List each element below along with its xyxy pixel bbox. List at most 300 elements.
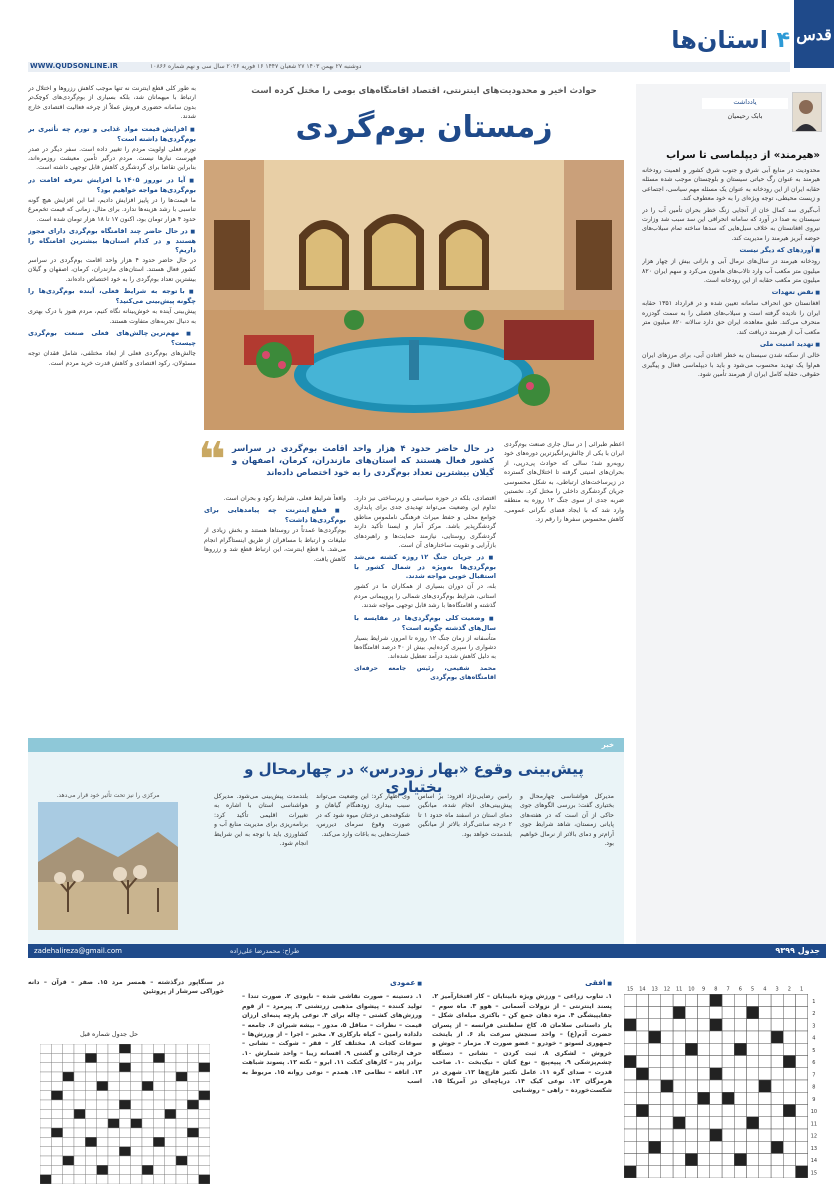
crossword-cell[interactable] bbox=[673, 1056, 685, 1068]
crossword-cell[interactable] bbox=[649, 1092, 661, 1104]
crossword-cell[interactable] bbox=[747, 1141, 759, 1153]
solution-cell bbox=[199, 1137, 210, 1146]
crossword-cell[interactable] bbox=[661, 1092, 673, 1104]
crossword-cell[interactable] bbox=[734, 1141, 746, 1153]
crossword-cell[interactable] bbox=[710, 1031, 722, 1043]
solution-block bbox=[108, 1119, 119, 1128]
solution-cell bbox=[131, 1081, 142, 1090]
crossword-cell[interactable] bbox=[759, 1105, 771, 1117]
col-number: 15 bbox=[626, 986, 634, 993]
solution-cell bbox=[63, 1175, 74, 1184]
crossword-cell[interactable] bbox=[771, 1092, 783, 1104]
crossword-cell[interactable] bbox=[722, 1043, 734, 1055]
crossword-cell[interactable] bbox=[636, 1056, 648, 1068]
crossword-cell[interactable] bbox=[698, 994, 710, 1006]
crossword-cell[interactable] bbox=[710, 1117, 722, 1129]
crossword-cell[interactable] bbox=[747, 1105, 759, 1117]
solution-cell bbox=[74, 1128, 85, 1137]
crossword-cell[interactable] bbox=[796, 1019, 808, 1031]
crossword-cell[interactable] bbox=[734, 1056, 746, 1068]
solution-cell bbox=[63, 1044, 74, 1053]
crossword-cell[interactable] bbox=[636, 1031, 648, 1043]
crossword-cell[interactable] bbox=[734, 1080, 746, 1092]
crossword-cell[interactable] bbox=[624, 1007, 636, 1019]
crossword-cell[interactable] bbox=[673, 1092, 685, 1104]
solution-cell bbox=[142, 1156, 153, 1165]
solution-cell bbox=[40, 1137, 51, 1146]
crossword-cell[interactable] bbox=[649, 1080, 661, 1092]
crossword-cell[interactable] bbox=[722, 1166, 734, 1178]
crossword-cell[interactable] bbox=[649, 1166, 661, 1178]
solution-block bbox=[40, 1175, 51, 1184]
solution-cell bbox=[119, 1175, 130, 1184]
interview-caption: محمد شفیعی، رئیس جامعه حرفه‌ای اقامتگاه‌های بوم‌گردی bbox=[354, 664, 496, 682]
solution-block bbox=[85, 1137, 96, 1146]
crossword-cell[interactable] bbox=[783, 1117, 795, 1129]
crossword-cell[interactable] bbox=[722, 1141, 734, 1153]
crossword-cell[interactable] bbox=[636, 1141, 648, 1153]
crossword-cell[interactable] bbox=[747, 1166, 759, 1178]
crossword-cell[interactable] bbox=[771, 1019, 783, 1031]
solution-block bbox=[199, 1175, 210, 1184]
crossword-cell[interactable] bbox=[710, 1154, 722, 1166]
crossword-cell[interactable] bbox=[796, 1056, 808, 1068]
row-number: 6 bbox=[812, 1060, 816, 1067]
row-number: 3 bbox=[812, 1023, 816, 1030]
crossword-cell[interactable] bbox=[759, 1154, 771, 1166]
crossword-cell[interactable] bbox=[673, 1141, 685, 1153]
crossword-cell[interactable] bbox=[636, 1080, 648, 1092]
crossword-cell[interactable] bbox=[734, 1092, 746, 1104]
crossword-cell[interactable] bbox=[649, 1105, 661, 1117]
crossword-cell[interactable] bbox=[685, 1105, 697, 1117]
crossword-block bbox=[796, 1166, 808, 1178]
crossword-cell[interactable] bbox=[734, 1117, 746, 1129]
crossword-cell[interactable] bbox=[722, 1105, 734, 1117]
crossword-cell[interactable] bbox=[636, 1092, 648, 1104]
crossword-cell[interactable] bbox=[636, 1007, 648, 1019]
crossword-cell[interactable] bbox=[685, 1117, 697, 1129]
crossword-cell[interactable] bbox=[796, 1092, 808, 1104]
crossword-cell[interactable] bbox=[771, 1166, 783, 1178]
crossword-cell[interactable] bbox=[710, 1043, 722, 1055]
crossword-cell[interactable] bbox=[685, 1056, 697, 1068]
news-body bbox=[214, 792, 614, 932]
crossword-cell[interactable] bbox=[783, 1092, 795, 1104]
crossword-cell[interactable] bbox=[685, 1007, 697, 1019]
crossword-cell[interactable] bbox=[661, 1166, 673, 1178]
crossword-cell[interactable] bbox=[685, 1166, 697, 1178]
crossword-cell[interactable] bbox=[649, 1043, 661, 1055]
article-paragraph: متأسفانه از زمان جنگ ۱۲ روزه تا امروز، شرایط بسیار دشواری را سپری کرده‌ایم. بیش از ۴۰ درصد اقامتگاه‌ها به دلیل کاهش شدید درآمد تعطیل شده‌اند. bbox=[354, 634, 496, 661]
crossword-block bbox=[624, 1056, 636, 1068]
crossword-cell[interactable] bbox=[783, 1031, 795, 1043]
crossword-cell[interactable] bbox=[698, 1056, 710, 1068]
crossword-cell[interactable] bbox=[649, 1129, 661, 1141]
crossword-cell[interactable] bbox=[624, 1031, 636, 1043]
solution-cell bbox=[97, 1137, 108, 1146]
site-url-link[interactable]: WWW.QUDSONLINE.IR bbox=[30, 62, 118, 70]
solution-cell bbox=[176, 1119, 187, 1128]
crossword-cell[interactable] bbox=[759, 1166, 771, 1178]
crossword-cell[interactable] bbox=[710, 1007, 722, 1019]
crossword-cell[interactable] bbox=[649, 1154, 661, 1166]
crossword-cell[interactable] bbox=[649, 1056, 661, 1068]
crossword-cell[interactable] bbox=[722, 1019, 734, 1031]
crossword-cell[interactable] bbox=[722, 1056, 734, 1068]
crossword-cell[interactable] bbox=[722, 1129, 734, 1141]
solution-cell bbox=[153, 1072, 164, 1081]
solution-cell bbox=[63, 1147, 74, 1156]
crossword-cell[interactable] bbox=[624, 1068, 636, 1080]
crossword-block bbox=[649, 1141, 661, 1153]
solution-block bbox=[187, 1128, 198, 1137]
crossword-cell[interactable] bbox=[783, 1007, 795, 1019]
crossword-cell[interactable] bbox=[698, 1019, 710, 1031]
crossword-cell[interactable] bbox=[698, 1043, 710, 1055]
crossword-cell[interactable] bbox=[747, 1056, 759, 1068]
crossword-cell[interactable] bbox=[796, 1031, 808, 1043]
solution-cell bbox=[187, 1053, 198, 1062]
courtyard-photo bbox=[204, 160, 624, 430]
crossword-cell[interactable] bbox=[624, 1154, 636, 1166]
crossword-cell[interactable] bbox=[759, 1092, 771, 1104]
crossword-cell[interactable] bbox=[685, 1068, 697, 1080]
crossword-cell[interactable] bbox=[698, 1080, 710, 1092]
crossword-cell[interactable] bbox=[685, 1129, 697, 1141]
crossword-cell[interactable] bbox=[722, 1117, 734, 1129]
crossword-title: جدول ۹۳۹۹ bbox=[775, 946, 820, 955]
crossword-cell[interactable] bbox=[759, 1043, 771, 1055]
crossword-cell[interactable] bbox=[783, 1141, 795, 1153]
crossword-cell[interactable] bbox=[661, 1068, 673, 1080]
solution-cell bbox=[85, 1044, 96, 1053]
crossword-cell[interactable] bbox=[759, 994, 771, 1006]
crossword-cell[interactable] bbox=[624, 1080, 636, 1092]
crossword-cell[interactable] bbox=[673, 1043, 685, 1055]
note-subhead: ■ تهدید امنیت ملی bbox=[642, 340, 820, 350]
crossword-cell[interactable] bbox=[747, 994, 759, 1006]
solution-cell bbox=[108, 1091, 119, 1100]
crossword-header-bar bbox=[28, 944, 826, 958]
previous-solution-grid bbox=[40, 1044, 210, 1184]
solution-cell bbox=[176, 1147, 187, 1156]
crossword-cell[interactable] bbox=[734, 1166, 746, 1178]
solution-cell bbox=[165, 1072, 176, 1081]
solution-block bbox=[187, 1100, 198, 1109]
row-number: 4 bbox=[812, 1035, 816, 1042]
solution-cell bbox=[74, 1100, 85, 1109]
crossword-cell[interactable] bbox=[747, 1092, 759, 1104]
solution-cell bbox=[63, 1137, 74, 1146]
note-subhead: ■ نقض تعهدات bbox=[642, 288, 820, 298]
crossword-cell[interactable] bbox=[759, 1031, 771, 1043]
solution-cell bbox=[51, 1100, 62, 1109]
crossword-cell[interactable] bbox=[734, 1105, 746, 1117]
solution-cell bbox=[63, 1053, 74, 1062]
crossword-cell[interactable] bbox=[636, 1043, 648, 1055]
crossword-cell[interactable] bbox=[698, 1129, 710, 1141]
solution-cell bbox=[119, 1081, 130, 1090]
crossword-cell[interactable] bbox=[734, 1031, 746, 1043]
solution-cell bbox=[176, 1128, 187, 1137]
solution-cell bbox=[187, 1091, 198, 1100]
solution-block bbox=[74, 1109, 85, 1118]
crossword-cell[interactable] bbox=[759, 1141, 771, 1153]
solution-cell bbox=[187, 1156, 198, 1165]
crossword-cell[interactable] bbox=[796, 1007, 808, 1019]
solution-cell bbox=[176, 1091, 187, 1100]
crossword-cell[interactable] bbox=[624, 994, 636, 1006]
crossword-cell[interactable] bbox=[710, 1105, 722, 1117]
note-paragraph: خالی از سکنه شدن سیستان به خطر افتادن آبی، برای مرزهای ایران هم‌اوا یک تهدید محسوب می‌شود و باید با دیپلماسی فعال و پیگیری حقوقی، حقابه کامل ایران از هیرمند تأمین شود. bbox=[642, 352, 820, 378]
solution-cell bbox=[85, 1091, 96, 1100]
solution-cell bbox=[176, 1137, 187, 1146]
crossword-cell[interactable] bbox=[796, 1068, 808, 1080]
solution-cell bbox=[40, 1147, 51, 1156]
crossword-cell[interactable] bbox=[771, 1080, 783, 1092]
crossword-cell[interactable] bbox=[759, 1068, 771, 1080]
crossword-cell[interactable] bbox=[661, 1056, 673, 1068]
crossword-cell[interactable] bbox=[734, 1019, 746, 1031]
crossword-cell[interactable] bbox=[661, 1129, 673, 1141]
crossword-cell[interactable] bbox=[796, 1154, 808, 1166]
crossword-cell[interactable] bbox=[636, 1129, 648, 1141]
crossword-cell[interactable] bbox=[685, 994, 697, 1006]
crossword-cell[interactable] bbox=[759, 1007, 771, 1019]
solution-block bbox=[119, 1063, 130, 1072]
crossword-cell[interactable] bbox=[649, 1068, 661, 1080]
crossword-cell[interactable] bbox=[747, 1080, 759, 1092]
solution-cell bbox=[131, 1165, 142, 1174]
crossword-cell[interactable] bbox=[783, 1080, 795, 1092]
columnist-photo bbox=[792, 92, 822, 132]
solution-cell bbox=[97, 1147, 108, 1156]
crossword-cell[interactable] bbox=[722, 1007, 734, 1019]
crossword-cell[interactable] bbox=[771, 1056, 783, 1068]
crossword-block bbox=[771, 1031, 783, 1043]
solution-cell bbox=[85, 1109, 96, 1118]
crossword-cell[interactable] bbox=[796, 1043, 808, 1055]
left-paragraph: تورم فعلی اولویت مردم را تغییر داده است. سفر دیگر در صدر فهرست نیازها نیست. مردم درگیر تأمین معیشت روزمره‌اند، بنابراین تقاضا برای گردشگری کاهش قابل توجهی داشته است. bbox=[28, 145, 196, 172]
crossword-cell[interactable] bbox=[734, 1007, 746, 1019]
crossword-block bbox=[624, 1166, 636, 1178]
crossword-cell[interactable] bbox=[661, 1019, 673, 1031]
crossword-cell[interactable] bbox=[698, 1105, 710, 1117]
solution-cell bbox=[199, 1081, 210, 1090]
article-column-1 bbox=[504, 440, 624, 730]
crossword-cell[interactable] bbox=[661, 1117, 673, 1129]
solution-block bbox=[119, 1044, 130, 1053]
crossword-cell[interactable] bbox=[771, 1129, 783, 1141]
crossword-cell[interactable] bbox=[747, 1043, 759, 1055]
crossword-cell[interactable] bbox=[636, 1166, 648, 1178]
crossword-cell[interactable] bbox=[771, 1043, 783, 1055]
solution-cell bbox=[63, 1109, 74, 1118]
crossword-cell[interactable] bbox=[636, 1154, 648, 1166]
solution-cell bbox=[199, 1044, 210, 1053]
crossword-block bbox=[698, 1092, 710, 1104]
crossword-cell[interactable] bbox=[747, 1154, 759, 1166]
crossword-cell[interactable] bbox=[673, 1019, 685, 1031]
crossword-cell[interactable] bbox=[698, 1007, 710, 1019]
crossword-cell[interactable] bbox=[796, 1141, 808, 1153]
crossword-cell[interactable] bbox=[783, 1166, 795, 1178]
crossword-cell[interactable] bbox=[649, 1019, 661, 1031]
crossword-cell[interactable] bbox=[710, 1056, 722, 1068]
crossword-cell[interactable] bbox=[796, 994, 808, 1006]
crossword-cell[interactable] bbox=[771, 1007, 783, 1019]
crossword-cell[interactable] bbox=[796, 1105, 808, 1117]
crossword-cell[interactable] bbox=[698, 1068, 710, 1080]
crossword-cell[interactable] bbox=[771, 1117, 783, 1129]
col-number: 4 bbox=[763, 986, 767, 993]
solution-cell bbox=[153, 1119, 164, 1128]
crossword-cell[interactable] bbox=[722, 994, 734, 1006]
crossword-grid[interactable] bbox=[624, 982, 820, 1178]
crossword-cell[interactable] bbox=[685, 1092, 697, 1104]
crossword-cell[interactable] bbox=[673, 994, 685, 1006]
crossword-cell[interactable] bbox=[771, 1068, 783, 1080]
crossword-cell[interactable] bbox=[673, 1154, 685, 1166]
crossword-cell[interactable] bbox=[685, 1141, 697, 1153]
crossword-cell[interactable] bbox=[710, 1092, 722, 1104]
crossword-cell[interactable] bbox=[734, 1068, 746, 1080]
crossword-cell[interactable] bbox=[771, 1154, 783, 1166]
crossword-cell[interactable] bbox=[747, 1019, 759, 1031]
crossword-block bbox=[673, 1117, 685, 1129]
crossword-cell[interactable] bbox=[649, 1117, 661, 1129]
crossword-cell[interactable] bbox=[624, 1092, 636, 1104]
solution-cell bbox=[119, 1109, 130, 1118]
crossword-cell[interactable] bbox=[698, 1166, 710, 1178]
section-title: استان‌ها bbox=[671, 26, 768, 54]
crossword-cell[interactable] bbox=[698, 1031, 710, 1043]
crossword-cell[interactable] bbox=[624, 1141, 636, 1153]
solution-cell bbox=[74, 1091, 85, 1100]
crossword-cell[interactable] bbox=[796, 1080, 808, 1092]
crossword-block bbox=[685, 1043, 697, 1055]
crossword-cell[interactable] bbox=[673, 1166, 685, 1178]
crossword-cell[interactable] bbox=[624, 1117, 636, 1129]
crossword-svg[interactable] bbox=[624, 982, 820, 1178]
crossword-block bbox=[624, 1019, 636, 1031]
crossword-cell[interactable] bbox=[747, 1031, 759, 1043]
crossword-cell[interactable] bbox=[783, 1129, 795, 1141]
crossword-cell[interactable] bbox=[673, 1080, 685, 1092]
designer-email-link[interactable]: zadehalireza@gmail.com bbox=[34, 947, 122, 955]
crossword-cell[interactable] bbox=[722, 1031, 734, 1043]
crossword-cell[interactable] bbox=[673, 1031, 685, 1043]
note-body bbox=[642, 166, 820, 936]
solution-cell bbox=[108, 1044, 119, 1053]
crossword-cell[interactable] bbox=[685, 1019, 697, 1031]
solution-cell bbox=[153, 1063, 164, 1072]
solution-block bbox=[153, 1137, 164, 1146]
crossword-cell[interactable] bbox=[661, 1105, 673, 1117]
crossword-block bbox=[747, 1007, 759, 1019]
crossword-cell[interactable] bbox=[710, 1141, 722, 1153]
solution-cell bbox=[40, 1119, 51, 1128]
crossword-cell[interactable] bbox=[783, 1043, 795, 1055]
solution-cell bbox=[108, 1165, 119, 1174]
solution-cell bbox=[74, 1165, 85, 1174]
crossword-cell[interactable] bbox=[698, 1117, 710, 1129]
crossword-cell[interactable] bbox=[783, 1154, 795, 1166]
crossword-cell[interactable] bbox=[747, 1129, 759, 1141]
crossword-cell[interactable] bbox=[759, 1129, 771, 1141]
crossword-cell[interactable] bbox=[783, 1019, 795, 1031]
crossword-cell[interactable] bbox=[673, 1129, 685, 1141]
solution-cell bbox=[119, 1165, 130, 1174]
solution-cell bbox=[187, 1081, 198, 1090]
crossword-cell[interactable] bbox=[624, 1105, 636, 1117]
solution-cell bbox=[97, 1072, 108, 1081]
crossword-cell[interactable] bbox=[759, 1056, 771, 1068]
solution-block bbox=[119, 1100, 130, 1109]
solution-cell bbox=[97, 1100, 108, 1109]
crossword-cell[interactable] bbox=[710, 1166, 722, 1178]
crossword-cell[interactable] bbox=[661, 994, 673, 1006]
crossword-cell[interactable] bbox=[673, 1068, 685, 1080]
crossword-cell[interactable] bbox=[759, 1117, 771, 1129]
crossword-cell[interactable] bbox=[661, 1141, 673, 1153]
crossword-cell[interactable] bbox=[783, 994, 795, 1006]
crossword-cell[interactable] bbox=[636, 994, 648, 1006]
crossword-cell[interactable] bbox=[636, 1117, 648, 1129]
solution-cell bbox=[153, 1147, 164, 1156]
crossword-cell[interactable] bbox=[783, 1068, 795, 1080]
crossword-cell[interactable] bbox=[734, 1129, 746, 1141]
crossword-cell[interactable] bbox=[747, 1068, 759, 1080]
crossword-cell[interactable] bbox=[796, 1117, 808, 1129]
crossword-cell[interactable] bbox=[698, 1141, 710, 1153]
crossword-cell[interactable] bbox=[661, 1031, 673, 1043]
crossword-cell[interactable] bbox=[722, 1068, 734, 1080]
crossword-cell[interactable] bbox=[796, 1129, 808, 1141]
crossword-horizontal-clues bbox=[432, 978, 612, 1188]
crossword-cell[interactable] bbox=[698, 1154, 710, 1166]
crossword-cell[interactable] bbox=[661, 1154, 673, 1166]
crossword-block bbox=[661, 1080, 673, 1092]
crossword-cell[interactable] bbox=[771, 994, 783, 1006]
crossword-cell[interactable] bbox=[649, 1007, 661, 1019]
crossword-cell[interactable] bbox=[771, 1105, 783, 1117]
crossword-cell[interactable] bbox=[722, 1154, 734, 1166]
note-badge: یادداشت bbox=[702, 98, 788, 109]
news-photo-caption: مرکزی را نیز تحت تأثیر خود قرار می‌دهد. bbox=[56, 792, 160, 799]
crossword-cell[interactable] bbox=[685, 1080, 697, 1092]
crossword-cell[interactable] bbox=[759, 1019, 771, 1031]
solution-cell bbox=[131, 1044, 142, 1053]
crossword-cell[interactable] bbox=[624, 1043, 636, 1055]
crossword-cell[interactable] bbox=[661, 1043, 673, 1055]
crossword-cell[interactable] bbox=[734, 994, 746, 1006]
crossword-cell[interactable] bbox=[636, 1019, 648, 1031]
crossword-cell[interactable] bbox=[624, 1129, 636, 1141]
crossword-cell[interactable] bbox=[710, 1080, 722, 1092]
solution-cell bbox=[63, 1165, 74, 1174]
crossword-cell[interactable] bbox=[661, 1007, 673, 1019]
col-number: 11 bbox=[675, 986, 683, 993]
solution-block bbox=[63, 1072, 74, 1081]
crossword-cell[interactable] bbox=[649, 994, 661, 1006]
crossword-cell[interactable] bbox=[685, 1031, 697, 1043]
crossword-cell[interactable] bbox=[673, 1105, 685, 1117]
crossword-block bbox=[649, 1031, 661, 1043]
crossword-cell[interactable] bbox=[722, 1080, 734, 1092]
row-number: 11 bbox=[810, 1121, 818, 1128]
